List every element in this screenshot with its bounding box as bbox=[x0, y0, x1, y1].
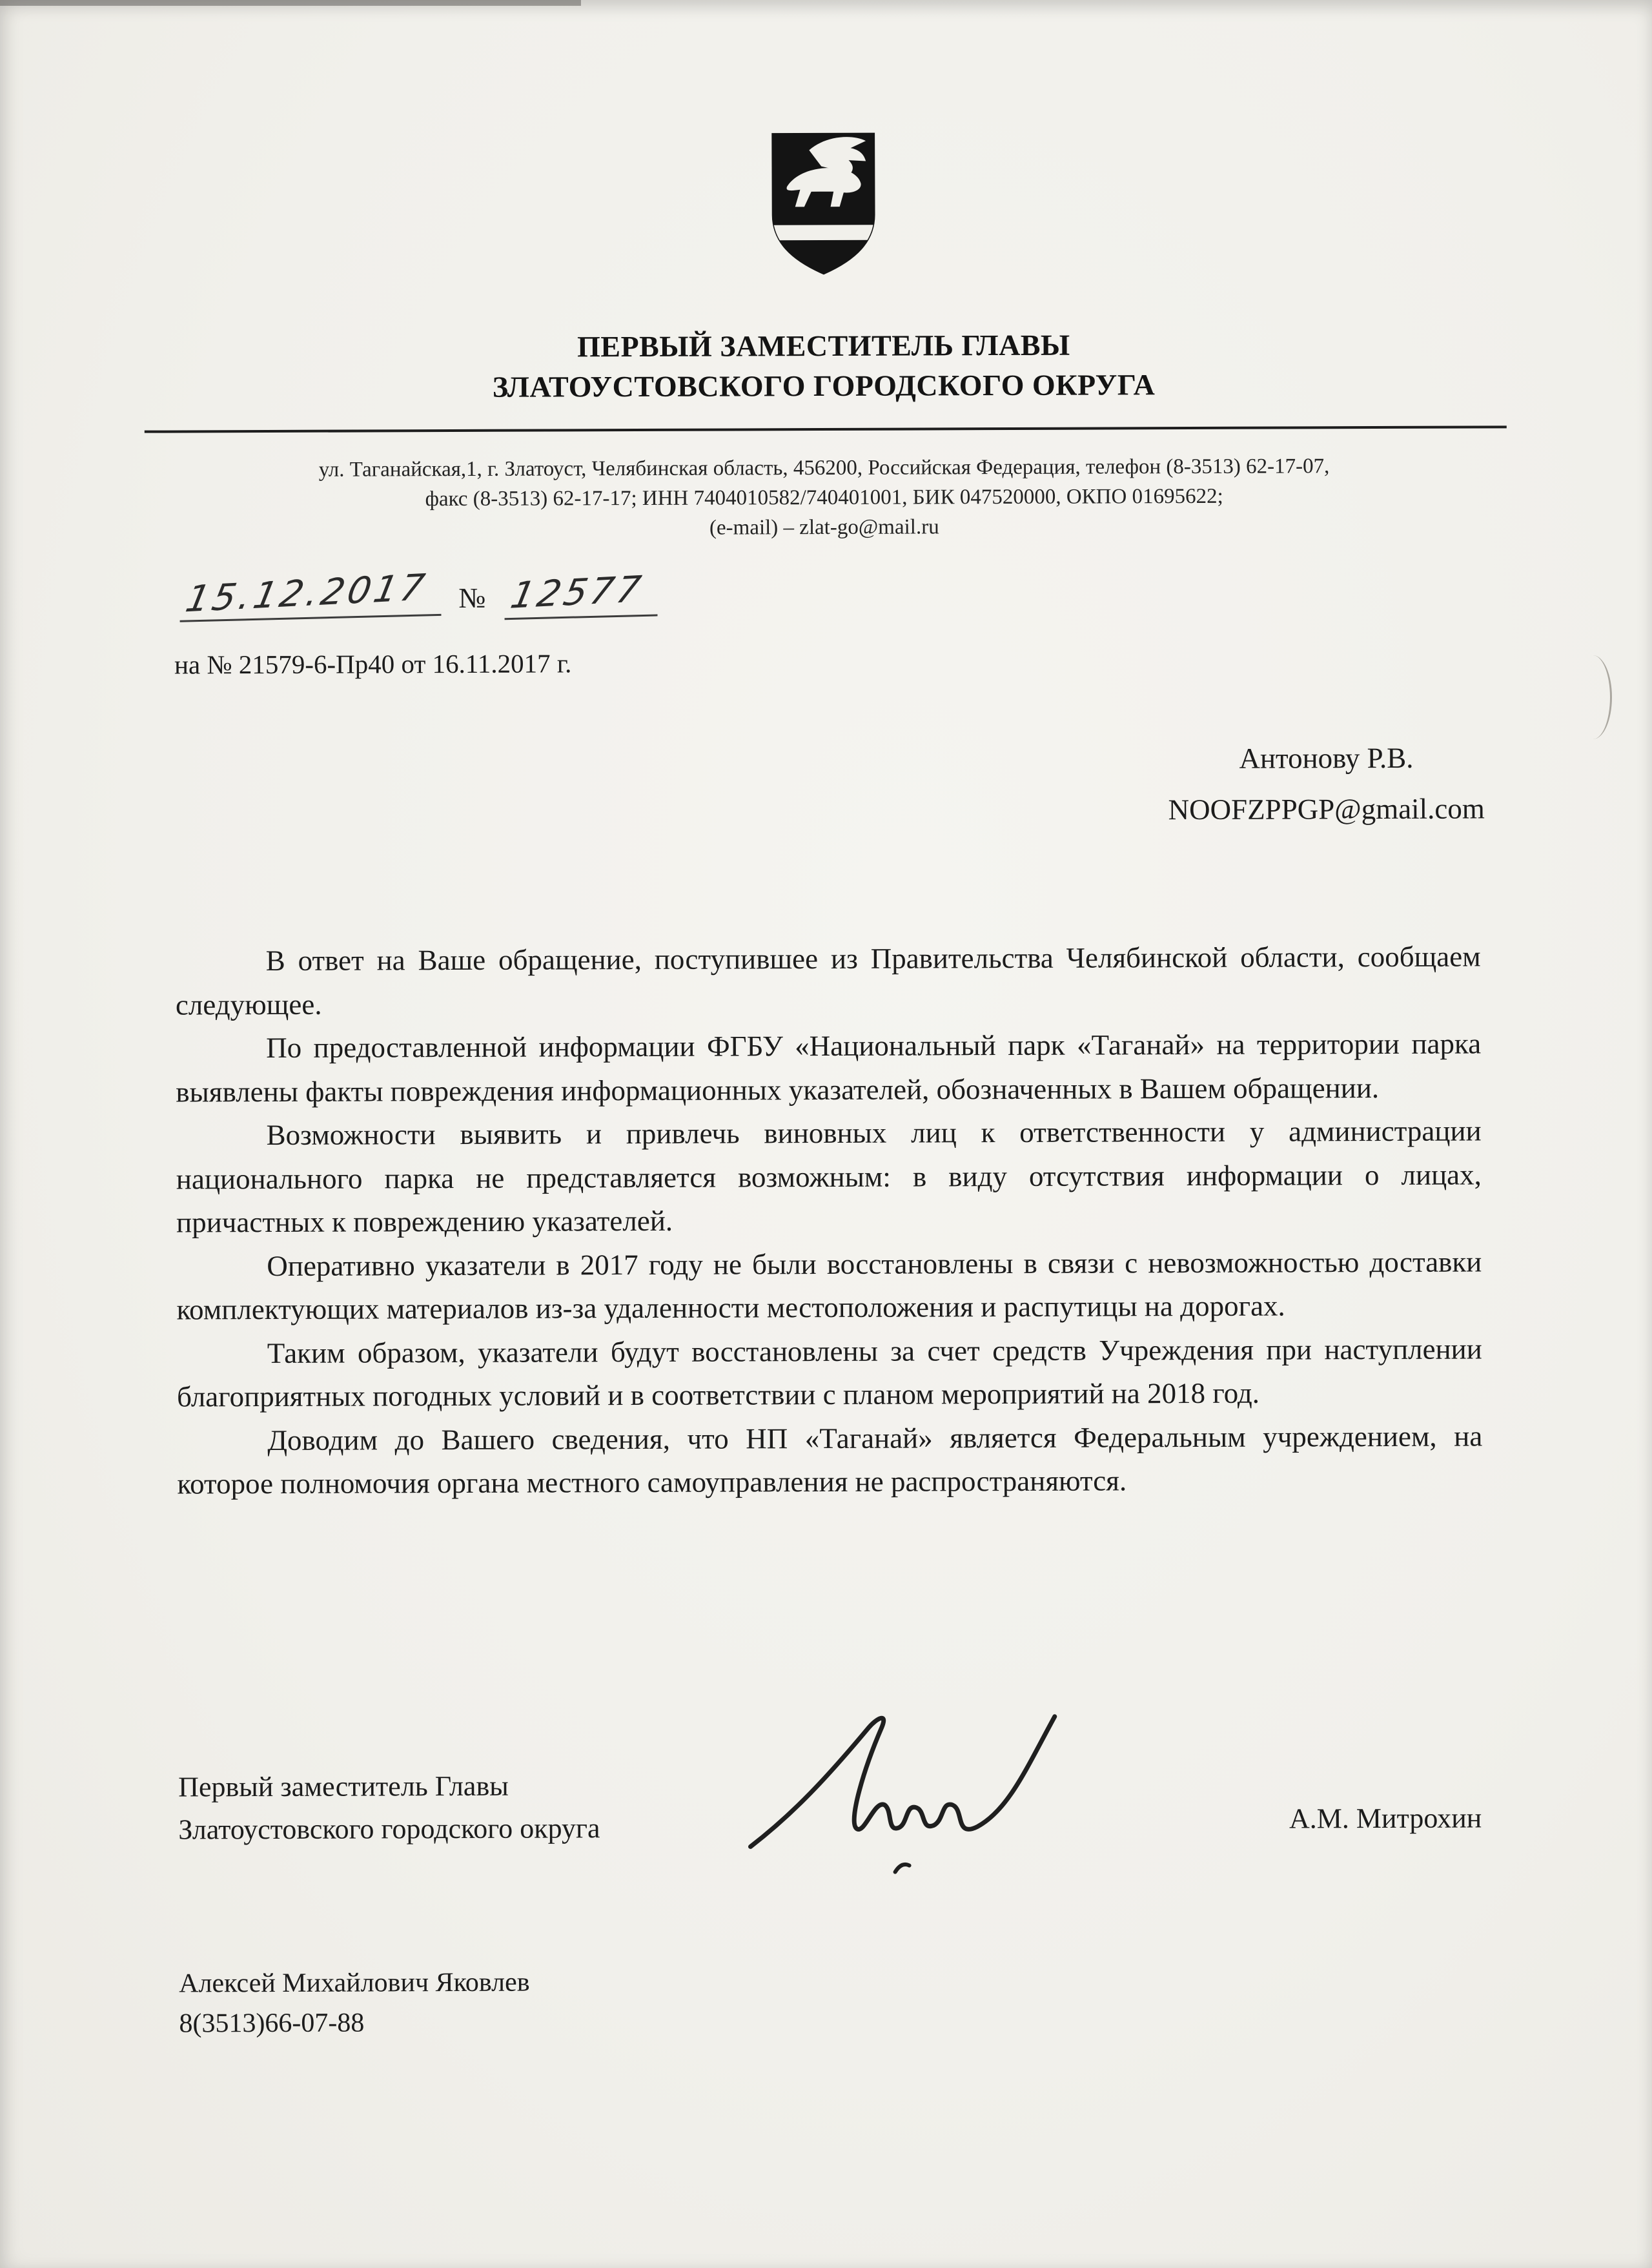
executor-contact bbox=[179, 1963, 530, 2044]
body-paragraph: В ответ на Ваше обращение, поступившее из Правительства Челябинской области, сообщаем следующее. bbox=[175, 940, 1481, 1021]
letterhead-title bbox=[0, 323, 1650, 409]
recipient-email: NOOFZPPGP@gmail.com bbox=[1168, 792, 1485, 826]
address-line: факс (8-3513) 62-17-17; ИНН 7404010582/740401001, БИК 047520000, ОКПО 01695622; bbox=[425, 484, 1223, 511]
outgoing-reference-row bbox=[179, 566, 657, 621]
letterhead-divider bbox=[145, 425, 1507, 433]
handwritten-signature bbox=[740, 1693, 1102, 1892]
coat-of-arms-svg bbox=[762, 128, 884, 278]
letter-body bbox=[176, 935, 1483, 1506]
executor-name: Алексей Михайлович Яковлев bbox=[179, 1967, 530, 1999]
body-paragraph: Таким образом, указатели будут восстановлены за счет средств Учреждения при наступлении благоприятных погодных условий и в соответствии с планом мероприятий на 2018 год. bbox=[176, 1332, 1482, 1413]
letterhead-title-line1: ПЕРВЫЙ ЗАМЕСТИТЕЛЬ ГЛАВЫ bbox=[576, 328, 1070, 363]
body-paragraph: Оперативно указатели в 2017 году не были восстановлены в связи с невозможностью доставки комплектующих материалов из-за удаленности местоположения и распутицы на дорогах. bbox=[176, 1245, 1482, 1326]
address-line: (e-mail) – zlat-go@mail.ru bbox=[709, 515, 939, 540]
signatory-name: А.М. Митрохин bbox=[1289, 1802, 1482, 1835]
recipient-block bbox=[1168, 732, 1485, 835]
recipient-name: Антонову Р.В. bbox=[1239, 741, 1414, 775]
signature-stroke-svg bbox=[740, 1693, 1102, 1888]
body-paragraph: Доводим до Вашего сведения, что НП «Таганай» является Федеральным учреждением, на которое полномочия органа местного самоуправления не распространяются. bbox=[177, 1419, 1483, 1500]
handwritten-number: 12577 bbox=[507, 568, 648, 617]
reply-reference: на № 21579-6-Пр40 от 16.11.2017 г. bbox=[174, 648, 572, 680]
executor-phone: 8(3513)66-07-88 bbox=[179, 2008, 365, 2039]
signatory-position bbox=[178, 1764, 600, 1851]
letterhead-address bbox=[0, 451, 1650, 546]
number-sign-label: № bbox=[458, 582, 486, 614]
signatory-position-line2: Златоустовского городского округа bbox=[178, 1812, 600, 1846]
address-line: ул. Таганайская,1, г. Златоуст, Челябинская область, 456200, Российская Федерация, телефон (8-3513) 62-17-07, bbox=[318, 455, 1330, 482]
signature-block bbox=[178, 1761, 1482, 1914]
body-paragraph: Возможности выявить и привлечь виновных лиц к ответственности у администрации национального парка не представляется возможным: в виду отсутствия информации о лицах, причастных к повреждению указателей. bbox=[176, 1114, 1482, 1239]
handwritten-date: 15.12.2017 bbox=[182, 566, 431, 621]
signatory-position-line1: Первый заместитель Главы bbox=[178, 1770, 509, 1803]
handwritten-number-field bbox=[503, 569, 657, 620]
letterhead-title-line2: ЗЛАТОУСТОВСКОГО ГОРОДСКОГО ОКРУГА bbox=[492, 368, 1156, 404]
body-paragraph: По предоставленной информации ФГБУ «Национальный парк «Таганай» на территории парка выявлены факты повреждения информационных указателей, обозначенных в Вашем обращении. bbox=[176, 1027, 1482, 1108]
coat-of-arms-icon bbox=[762, 128, 884, 281]
handwritten-date-field bbox=[179, 566, 441, 622]
